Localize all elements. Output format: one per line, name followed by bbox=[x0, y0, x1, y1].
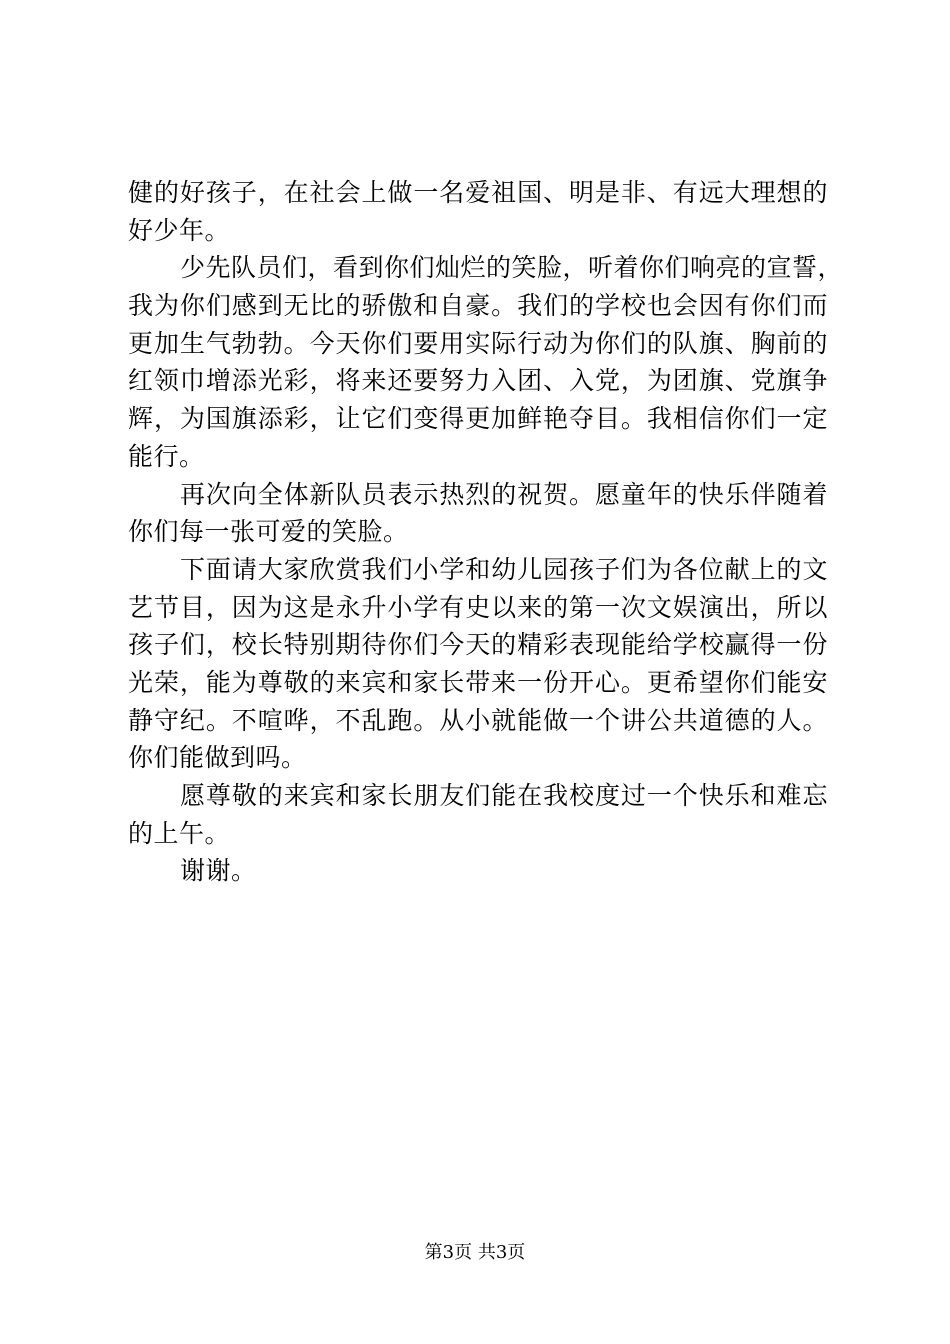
text-line: 我为你们感到无比的骄傲和自豪。我们的学校也会因有你们而 bbox=[128, 291, 828, 321]
text-line: 下面请大家欣赏我们小学和幼儿园孩子们为各位献上的文 bbox=[180, 554, 828, 584]
text-line: 愿尊敬的来宾和家长朋友们能在我校度过一个快乐和难忘 bbox=[180, 781, 828, 810]
text-line: 少先队员们，看到你们灿烂的笑脸，听着你们响亮的宣誓， bbox=[180, 253, 844, 283]
text-line: 能行。 bbox=[128, 441, 205, 471]
text-line: 辉，为国旗添彩，让它们变得更加鲜艳夺目。我相信你们一定 bbox=[128, 404, 828, 434]
text-line: 艺节目，因为这是永升小学有史以来的第一次文娱演出，所以 bbox=[128, 592, 828, 622]
text-line: 的上午。 bbox=[128, 818, 231, 848]
page-number-footer: 第3页 共3页 bbox=[424, 1242, 526, 1263]
text-line: 更加生气勃勃。今天你们要用实际行动为你们的队旗、胸前的 bbox=[128, 328, 828, 358]
text-line: 你们每一张可爱的笑脸。 bbox=[128, 517, 409, 547]
body-text bbox=[128, 174, 844, 890]
text-line: 孩子们，校长特别期待你们今天的精彩表现能给学校赢得一份 bbox=[128, 630, 828, 660]
text-line: 再次向全体新队员表示热烈的祝贺。愿童年的快乐伴随着 bbox=[180, 479, 828, 509]
text-line: 红领巾增添光彩，将来还要努力入团、入党，为团旗、党旗争 bbox=[128, 366, 828, 396]
text-line: 好少年。 bbox=[128, 215, 231, 245]
text-line: 静守纪。不喧哗，不乱跑。从小就能做一个讲公共道德的人。 bbox=[128, 705, 828, 735]
text-line: 谢谢。 bbox=[180, 856, 257, 886]
text-line: 健的好孩子，在社会上做一名爱祖国、明是非、有远大理想的 bbox=[128, 178, 828, 207]
text-line: 光荣，能为尊敬的来宾和家长带来一份开心。更希望你们能安 bbox=[128, 667, 828, 697]
text-line: 你们能做到吗。 bbox=[128, 743, 307, 773]
